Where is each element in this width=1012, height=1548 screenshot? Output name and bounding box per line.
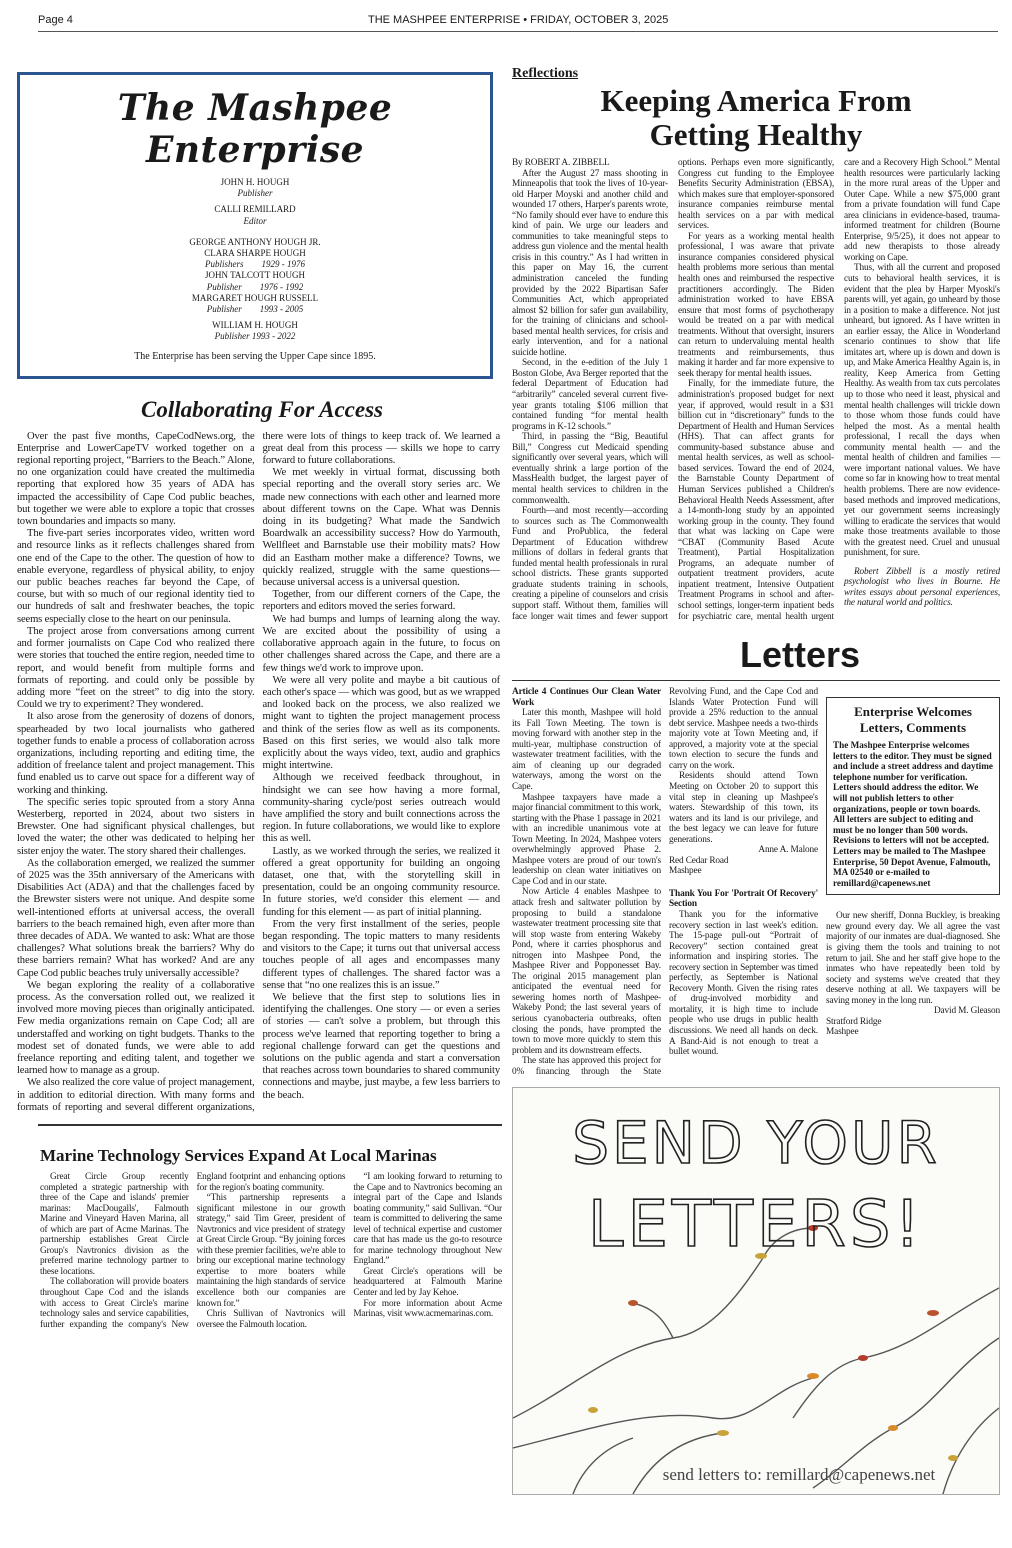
letters-row [512, 687, 1000, 1077]
masthead-staff [20, 177, 490, 343]
paragraph: We began exploring the reality of a collaborative process. As the conversation rolled out, we realized it involved more moving pieces than originally anticipated. Few media organizations remain on Cape Cod; all are understaffed and working on tight budgets. Thanks to the modest set of donated funds, we were able to add freelance reporting and editing talent, and together we learned how to manage as a group. [17, 979, 255, 1077]
branch-lines [513, 1228, 999, 1494]
staff-role: Editor [243, 215, 267, 226]
masthead-since: The Enterprise has been serving the Upper Cape since 1895. [134, 350, 376, 362]
history-role: Publisher 1993 - 2022 [214, 331, 296, 342]
letters-policy-box [826, 697, 1000, 895]
paper-dateline: THE MASHPEE ENTERPRISE • FRIDAY, OCTOBER 3, 2025 [368, 14, 669, 26]
paragraph: Together, from our different corners of the Cape, the reporters and editors moved the series forward. [262, 589, 500, 613]
page-header [38, 14, 998, 32]
paragraph: The Mashpee Enterprise welcomes letters to the editor. They must be signed and include a street address and daytime telephone number for verification. [833, 740, 993, 782]
letter-title: Article 4 Continues Our Clean Water Work [512, 687, 661, 708]
paragraph: As the collaboration emerged, we realized the summer of 2025 was the 35th anniversary of the Americans with Disabilities Act (ADA) and that the challenges faced by the Brewster sisters were not unique. And despite some well-intentioned efforts at universal access, the overall barriers to the beach remained high, even after more than three decades of ADA. We wanted to ask: What are those challenges? What solutions break the barriers? Why do these barriers remain? What has worked? And are any Cape Cod public beaches truly universally accessible? [17, 857, 255, 979]
history-name: MARGARET HOUGH RUSSELL [191, 292, 319, 303]
author-bio: Robert Zibbell is a mostly retired psychologist who lives in Bourne. He writes essays about personal experiences, the natural world and politics. [844, 566, 1000, 609]
paragraph: Although we received feedback throughout, in hindsight we can see how having a more formal, community-sharing cycle/post series outreach would have amplified the story and built connections across the region. In future collaborations, we would like to explore this as well. [262, 772, 500, 845]
staff-role: Publisher [237, 188, 273, 199]
letter-gleason [826, 911, 1000, 1038]
paragraph: For more information about Acme Marinas, visit www.acmemarinas.com. [353, 1298, 502, 1320]
paragraph: Now Article 4 enables Mashpee to attack fresh and saltwater pollution by proposing to build a standalone wastewater treatment processing site that will stop waste from entering Wakeby Pond, where it carries phosphorus and nitrogen into Mashpee Pond, the Mashpee River and Popponesset Bay. The original 2015 management plan anticipated the eventual need for sewering homes north of Mashpee-Wakeby Pond; the last several years of serious cyanobacteria outbreaks, often closing the ponds, have prompted the town to move more quickly to stem this problem and its downstream effects. [512, 887, 661, 1056]
section-kicker: Reflections [512, 66, 579, 81]
reflections-article [512, 158, 1000, 622]
staff-name: JOHN H. HOUGH [220, 177, 290, 187]
letters-side-column [826, 687, 1000, 1038]
send-letters-illustration [512, 1087, 1000, 1495]
paragraph: Stratford Ridge [826, 1016, 882, 1027]
illustration-line1: SEND YOUR [572, 1109, 940, 1178]
paragraph: We also realized the core value of project management, in addition to editorial direction. With many forms and formats of reporting and several different organizations, there were lots of things to keep track of. We learned a great deal from this process — skills we hope to carry forward to future collaborations. [17, 430, 500, 1113]
paragraph: We had bumps and lumps of learning along the way. We are excited about the possibility of using a collaborative approach again in the future, to focus on other challenges shared across the Cape, and there are a few things we'd work to improve upon. [262, 613, 500, 674]
staff-name: CALLI REMILLARD [214, 204, 296, 215]
paragraph: Fourth—and most recently—according to sources such as The Commonwealth Fund and ProPublica, the federal Department of Education withdrew millions of dollars in federal grants that funded mental health professionals in rural school districts. These grants supported graduate students training in schools, creating a pipeline of counselors and crisis support staff. Without them, families will face longer wait times and fewer support options. Perhaps even more significantly, Congress cut funding to the Employee Benefits Security Administration (EBSA), which makes sure that employer-sponsored insurance companies reimburse mental health services on a par with medical services. [512, 158, 834, 622]
paragraph: Later this month, Mashpee will hold its Fall Town Meeting. The town is moving forward with another step in the multi-year, multiphase construction of wastewater treatment facilities, with the aim of cleaning up our degraded waterways, among the worst on the Cape. [512, 708, 661, 792]
history-name: WILLIAM H. HOUGH [212, 320, 298, 331]
paragraph: Finally, for the immediate future, the administration's proposed budget for next year, if approved, would result in a $31 billion cut in “discretionary” funds to the Department of Health and Human Services (HHS). That can affect grants for community-based substance abuse and mental health services, as well as school-based services. Toward the end of 2024, the Barnstable County Department of Human Services published a Children's Behavioral Health Needs Assessment, after a 14-month-long study by an appointed working group in the county. They found that what was lacking on Cape were “CBAT (Community Based Acute Treatment), Partial Hospitalization Programs, an adequate number of outpatient treatment providers, acute inpatient treatment, Intensive Outpatient Treatment Programs in school and after-school settings, longer-term inpatient beds for psychiatric care, mental health urgent care and a Recovery High School.” Mental health resources were particularly lacking in the more rural areas of the Upper and Outer Cape. While a new $75,000 grant from a private foundation will fund Cape area clinicians in evidence-based, trauma-informed treatment for children (Bourne Enterprise, 9/5/25), it does not appear to add new therapists to those already working on Cape. [678, 158, 1000, 622]
paragraph: The collaboration will provide boaters throughout Cape Cod and the islands with access to Great Circle's marine technology sales and service capabilities, further expanding the company's New England footprint and enhancing options for the region's boating community. [40, 1172, 346, 1330]
paragraph: Thank you for the informative recovery section in last week's edition. The 15-page pull-out “Portrait of Recovery” section contained great information and inspiring stories. The recovery section in September was timed perfectly, as September is National Recovery Month. Given the rising rates of drug-involved morbidity and mortality, it is high time to include people who use drugs in public health discussions. We need all hands on deck. A Band-Aid is not enough to treat a bullet wound. [669, 910, 818, 1058]
masthead-box [17, 72, 493, 379]
right-column [512, 66, 1000, 1495]
letter-street: Red Cedar Road [669, 855, 729, 866]
paragraph: Great Circle Group recently completed a strategic partnership with three of the Cape and islands' premier marinas: MacDougalls', Falmouth Marine and Vineyard Haven Marina, all of which are part of Acme Marinas. The partnership establishes Great Circle Group's Navtronics division as the preferred marine technology partner to these locations. [40, 1172, 189, 1277]
paragraph: Our new sheriff, Donna Buckley, is breaking new ground every day. We all agree the vast majority of our inmates are dual-diagnosed. She is giving them the tools and training to not return to jail. She and her staff give hope to the inmates who have repeatedly been told by society and systems we've created that they deserve nothing at all. We taxpayers will be saving money in the long run. [826, 911, 1000, 1006]
paragraph: The specific series topic sprouted from a story Anna Westerberg, reported in 2024, about two sisters in Brewster. One had significant physical challenges, but loved the water; the other was dedicated to helping her sister enjoy the water. The story shared their challenges. [17, 796, 255, 857]
paragraph: We met weekly in virtual format, discussing both special reporting and the overall story series arc. We made new connections with each other and learned more about different towns on the Cape. What was Dennis doing in its budgeting? What made the Sandwich Boardwalk an accessibility success? How do Yarmouth, Wellfleet and Barnstable use their mobility mats? How did an Eastham mother make a difference? Towns, we quickly realized, struggle with the same questions—because universal access is a universal question. [262, 467, 500, 589]
paragraph: Third, in passing the “Big, Beautiful Bill,” Congress cut Medicaid spending significantly over several years, which will eventually shrink a large portion of the MassHealth budget, the largest payer of mental health services to children in the commonwealth. [512, 432, 668, 506]
history-role: Publishers 1929 - 1976 [205, 259, 305, 270]
paragraph: Over the past five months, CapeCodNews.org, the Enterprise and LowerCapeTV worked together on a regional reporting project, “Barriers to the Beach.” Alone, no one organization could have created the multimedia reporting that explored how 35 years of ADA has impacted the accessibility of Cape Cod public beaches, but together we were able to explore a topic that crosses town boundaries and impacts so many. [17, 430, 255, 528]
left-column [17, 72, 500, 1330]
paragraph: Lastly, as we worked through the series, we realized it offered a great opportunity for building an ongoing dataset, one that, with the storytelling skill in presentation, could be an ongoing community resource. In future stories, we'd consider this element — and funding for this element — as part of initial planning. [262, 845, 500, 918]
letter-signature: Anne A. Malone [758, 845, 818, 856]
illustration-line2: LETTERS! [587, 1188, 925, 1263]
paragraph: Letters may be mailed to The Mashpee Enterprise, 50 Depot Avenue, Falmouth, MA 02540 or e-mailed to remillard@capenews.net [833, 846, 991, 888]
paragraph: “I am looking forward to returning to the Cape and to Navtronics becoming an integral part of the Cape and Islands boating community,” said Sullivan. “Our team is committed to delivering the same level of technical expertise and customer care that has made us the go-to resource for marine technology throughout New England.” [353, 1172, 502, 1267]
page-number: Page 4 [38, 14, 73, 26]
paragraph: The five-part series incorporates video, written word and resource links as it reflects challenges shared from one end of the Cape to the other. The question of how to enable everyone, regardless of physical ability, to enjoy our public beaches reaches far beyond the Cape, of course, but with so much of our regional identity tied to our hundreds of salt and freshwater beaches, the topic seems especially close to the heart on our peninsula. [17, 528, 255, 625]
byline: By ROBERT A. ZIBBELL [512, 158, 610, 168]
paragraph: Mashpee [826, 1027, 859, 1038]
paragraph: Letters should address the editor. We will not publish letters to other organizations, people or town boards. [833, 782, 981, 814]
editorial-headline: Collaborating For Access [141, 396, 383, 422]
letters-heading: Letters [740, 634, 861, 676]
marine-headline: Marine Technology Services Expand At Local Marinas [40, 1146, 437, 1166]
editorial-article [17, 431, 500, 1114]
paragraph: From the very first installment of the series, people began responding. The topic matters to many residents and visitors to the Cape; it turns out that universal access touches people of all ages and encompasses many different types of challenges. The shared factor was a sense that “no one realizes this is an issue.” [262, 918, 500, 991]
paragraph: We were all very polite and maybe a bit cautious of each other's space — which was good, but as we wrapped and looked back on the process, we also realized we might want to tighten the project management process and think of the series flow as well as its components. Based on this first series, we would also talk more explicitly about the ways video, text, audio and graphics might intertwine. [262, 674, 500, 772]
history-name: CLARA SHARPE HOUGH [204, 248, 306, 259]
history-role: Publisher 1993 - 2005 [206, 304, 304, 315]
reflections-headline: Keeping America From Getting Healthy [600, 83, 912, 152]
paragraph: Mashpee taxpayers have made a major financial commitment to this work, starting with the Phase 1 passage in 2021 with an incredible unanimous vote at Town Meeting. In 2024, Mashpee voters overwhelmingly approved Phase 2. Mashpee voters are proud of our town's leadership on clean water initiatives on Cape Cod and in our state. [512, 792, 661, 887]
policy-title: Enterprise Welcomes Letters, Comments [854, 704, 972, 736]
paragraph: Great Circle's operations will be headquartered at Falmouth Marine Center and led by Jay Kehoe. [353, 1266, 502, 1299]
history-role: Publisher 1976 - 1992 [206, 281, 304, 292]
paragraph: “This partnership represents a significant milestone in our growth strategy,” said Tim Greer, president of Navtronics and vice president of strategy at Great Circle Group. “By joining forces with these premier facilities, we're able to bring our exceptional marine technology expertise to more boaters while maintaining the high standards of service excellence both our companies are known for.” [196, 1193, 346, 1309]
history-name: GEORGE ANTHONY HOUGH JR. [189, 236, 321, 247]
paragraph: Thus, with all the current and proposed cuts to behavioral health services, it is evident that the plea by Harper Myoski's parents will, yet again, go unheard by those in a position to make a difference. Not just unheard, but ignored. As I have written in an earlier essay, the Alice in Wonderland scenario continues to show that life imitates art, where up is down and down is up, and Make America Healthy Again is, in reality, Keep America from Getting Healthy. As wealth from tax cuts percolates up to those who need it least, physical and mental health challenges will trickle down to those whom those funds could have helped the most. As a mental health professional, I recall the days when community mental health — and the mental health of children and families — were important national values. We have come so far in knowing how to treat mental health problems. There are now evidence-based methods and improved medications, yet our government seems increasingly willing to eradicate the services that would make those treatments available to those with the greatest need. Cruel and unusual punishment, for sure. [844, 263, 1000, 559]
paragraph: Second, in the e-edition of the July 1 Boston Globe, Ava Berger reported that the federal Department of Education had “arbitrarily” canceled several current five-year grants totaling $106 million that contained funding “for mental health programs in K-12 schools.” [512, 358, 668, 432]
masthead-logo: The Mashpee Enterprise [117, 87, 393, 171]
letter-town: Mashpee [669, 866, 702, 877]
paragraph: We believe that the first step to solutions lies in identifying the challenges. One story — or even a series of stories — can't solve a problem, but through this process we've learned that reporting together to bring a regional challenge forward can get the questions and solutions on the public agenda and start a conversation that reaches across town boundaries to shared community connections and maybe, just maybe, a few less barriers to the beach. [262, 991, 500, 1101]
paragraph: Residents should attend Town Meeting on October 20 to support this vital step in cleaning up Mashpee's waters. Stewardship of this town, its waters and its land is our privilege, and the best legacy we can leave for future generations. [669, 771, 818, 845]
paragraph: For years as a working mental health professional, I was aware that private insurance companies considered physical health problems more serious than mental health ones and reimbursed the respective practitioners accordingly. The Biden administration worked to have EBSA ensure that most forms of psychotherapy would be treated on a par with medical treatments. Without that oversight, insurers can return to undervaluing mental health treatments and reimbursements, thus making it harder and far more expensive to seek therapy for mental health issues. [678, 231, 834, 379]
illustration-caption: send letters to: remillard@capenews.net [662, 1465, 936, 1485]
section-divider [38, 1124, 502, 1126]
paragraph: All letters are subject to editing and must be no longer than 500 words. Revisions to letters will not be accepted. [833, 814, 989, 846]
history-name: JOHN TALCOTT HOUGH [205, 270, 305, 281]
tree-sketch-illustration [513, 1088, 999, 1494]
marine-article [40, 1172, 502, 1330]
letters-divider [512, 680, 1000, 681]
paragraph: After the August 27 mass shooting in Minneapolis that took the lives of 10-year-old Harper Moyski and another child and wounded 17 others, Harper's parents wrote, “No family should ever have to endure this kind of pain. We urge our leaders and communities to take meaningful steps to address gun violence and the mental health crisis in this country.” As I had written in this paper on May 16, the current administration canceled the funding provided by the 2022 Bipartisan Safer Communities Act, which appropriated almost $2 billion for safer gun availability, for the training of clinicians and school-based mental health services, for crisis and early intervention, and for a national suicide hotline. [512, 168, 668, 358]
paragraph: The state has approved this project for 0% financing through the State Revolving Fund, and the Cape Cod and Islands Water Protection Fund will provide a 25% reduction to the annual debt service. Mashpee needs a two-thirds majority vote at Town Meeting and, if approved, a majority vote at the special town election to secure the funds and carry on the work. [512, 687, 818, 1077]
letter-title: Thank You For 'Portrait Of Recovery' Section [669, 888, 818, 910]
paragraph: Chris Sullivan of Navtronics will oversee the Falmouth location. [196, 1309, 346, 1330]
letters-columns [512, 687, 818, 1077]
paragraph: The project arose from conversations among current and former journalists on Cape Cod who realized there were stories that touched the entire region, needed time to report, and would benefit from multiple forms and formats of reporting. and could only be possible by adding more “feet on the street” to dig into the story. Could we try to experiment? They wondered. [17, 625, 255, 711]
paragraph: It also arose from the generosity of dozens of donors, spearheaded by two local journalists who gathered together funds to enable a process of collaboration across organizations, including reporting and editing time, the addition of freelance talent and project management. This fund enabled us to carve out space for a different way of working and thinking. [17, 711, 255, 796]
letter-signature: David M. Gleason [933, 1006, 1000, 1017]
